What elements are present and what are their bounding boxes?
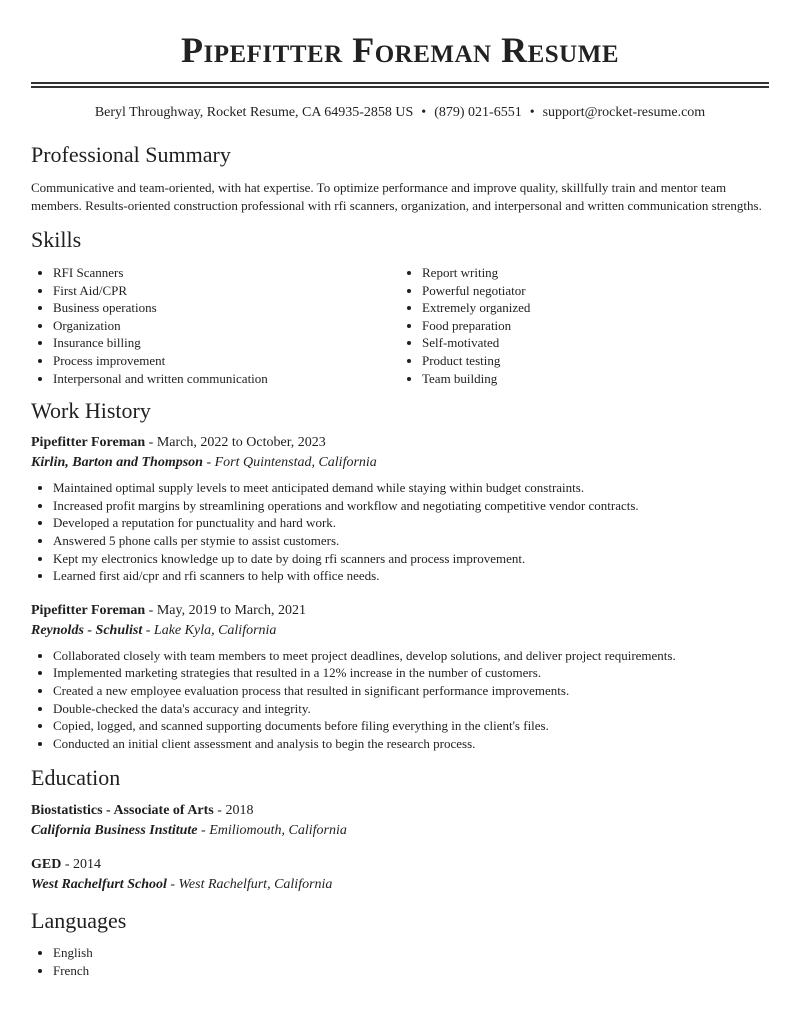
job-bullet: • Created a new employee evaluation process that resulted in significant performance improvements. bbox=[53, 682, 769, 700]
language-item: • English bbox=[53, 944, 769, 962]
skill-item: • Organization bbox=[53, 317, 400, 335]
job-bullet: • Kept my electronics knowledge up to date by doing rfi scanners and process improvement. bbox=[53, 550, 769, 568]
education-entry bbox=[31, 855, 769, 895]
title-divider-bottom bbox=[31, 86, 769, 88]
education-institution: California Business Institute - Emiliomouth, California bbox=[31, 823, 347, 839]
skill-item: • Report writing bbox=[422, 264, 769, 282]
contact-email: support@rocket-resume.com bbox=[542, 105, 706, 120]
job-employer: Kirlin, Barton and Thompson - Fort Quintenstad, California bbox=[31, 455, 377, 471]
summary-text: Communicative and team-oriented, with hat expertise. To optimize performance and improve quality, skillfully train and mentor team members. Results-oriented construction professional with rfi scanners, organization, and interpersonal and written communication strengths. bbox=[31, 180, 762, 213]
skill-item: • Interpersonal and written communication bbox=[53, 370, 400, 388]
job-bullet: • Learned first aid/cpr and rfi scanners to help with office needs. bbox=[53, 567, 769, 585]
skill-item: • RFI Scanners bbox=[53, 264, 400, 282]
skill-item: • Extremely organized bbox=[422, 299, 769, 317]
skill-item: • First Aid/CPR bbox=[53, 282, 400, 300]
skill-item: • Team building bbox=[422, 370, 769, 388]
skill-item: • Self-motivated bbox=[422, 334, 769, 352]
skill-item: • Business operations bbox=[53, 299, 400, 317]
job-title: Pipefitter Foreman bbox=[31, 602, 146, 618]
job-location: Fort Quintenstad, California bbox=[214, 455, 377, 471]
job-dates: March, 2022 to October, 2023 bbox=[156, 435, 326, 451]
job-bullet: • Copied, logged, and scanned supporting documents before filing everything in the client's files. bbox=[53, 717, 769, 735]
resume-title: Pipefitter Foreman Resume bbox=[180, 30, 619, 70]
job-dates: May, 2019 to March, 2021 bbox=[156, 602, 307, 618]
contact-address: Beryl Throughway, Rocket Resume, CA 64935-2858 US bbox=[94, 105, 414, 120]
job-entry bbox=[31, 601, 769, 753]
skills-heading: Skills bbox=[31, 227, 82, 252]
skills-list bbox=[31, 264, 769, 387]
job-bullet: • Conducted an initial client assessment and analysis to begin the research process. bbox=[53, 735, 769, 753]
work-history-heading: Work History bbox=[31, 398, 151, 424]
title-divider-top bbox=[31, 82, 769, 84]
education-location: West Rachelfurt, California bbox=[178, 877, 333, 893]
education-school: West Rachelfurt School bbox=[31, 877, 167, 893]
education-entry bbox=[31, 801, 769, 841]
education-header: GED - 2014 bbox=[31, 857, 102, 873]
skill-item: • Insurance billing bbox=[53, 334, 400, 352]
job-company: Kirlin, Barton and Thompson bbox=[31, 455, 203, 471]
job-bullet: • Answered 5 phone calls per stymie to assist customers. bbox=[53, 532, 769, 550]
education-degree: GED bbox=[31, 857, 62, 873]
job-bullet: • Maintained optimal supply levels to meet anticipated demand while staying within budget constraints. bbox=[53, 479, 769, 497]
contact-separator: • bbox=[529, 105, 535, 120]
skill-item: • Powerful negotiator bbox=[422, 282, 769, 300]
job-bullet: • Increased profit margins by streamlining operations and workflow and negotiating competitive vendor contracts. bbox=[53, 497, 769, 515]
skill-item: • Food preparation bbox=[422, 317, 769, 335]
job-location: Lake Kyla, California bbox=[153, 622, 277, 638]
contact-line bbox=[31, 104, 769, 122]
languages-list bbox=[31, 944, 769, 979]
contact-phone: (879) 021-6551 bbox=[434, 105, 522, 120]
education-school: California Business Institute bbox=[31, 823, 198, 839]
education-institution: West Rachelfurt School - West Rachelfurt, California bbox=[31, 877, 333, 893]
skill-item: • Product testing bbox=[422, 352, 769, 370]
education-degree: Biostatistics - Associate of Arts bbox=[31, 803, 214, 819]
job-bullet: • Collaborated closely with team members to meet project deadlines, develop solutions, and deliver project requirements. bbox=[53, 647, 769, 665]
education-header: Biostatistics - Associate of Arts - 2018 bbox=[31, 803, 254, 819]
contact-separator: • bbox=[421, 105, 427, 120]
job-entry bbox=[31, 433, 769, 585]
job-bullets bbox=[31, 647, 769, 753]
job-header: Pipefitter Foreman - May, 2019 to March, 2021 bbox=[31, 602, 307, 618]
job-bullet: • Implemented marketing strategies that resulted in a 12% increase in the number of customers. bbox=[53, 664, 769, 682]
job-title: Pipefitter Foreman bbox=[31, 435, 146, 451]
education-heading: Education bbox=[31, 765, 121, 791]
skill-item: • Process improvement bbox=[53, 352, 400, 370]
education-year: 2014 bbox=[73, 857, 102, 873]
job-bullet: • Double-checked the data's accuracy and integrity. bbox=[53, 700, 769, 718]
summary-heading: Professional Summary bbox=[31, 142, 231, 167]
job-company: Reynolds - Schulist bbox=[31, 622, 143, 638]
education-year: 2018 bbox=[225, 803, 254, 819]
skills-column-right bbox=[400, 264, 769, 387]
language-item: • French bbox=[53, 962, 769, 980]
languages-heading: Languages bbox=[31, 908, 127, 934]
job-header: Pipefitter Foreman - March, 2022 to October, 2023 bbox=[31, 435, 326, 451]
job-bullets bbox=[31, 479, 769, 585]
skills-column-left bbox=[31, 264, 400, 387]
job-employer: Reynolds - Schulist - Lake Kyla, California bbox=[31, 622, 277, 638]
education-location: Emiliomouth, California bbox=[209, 823, 347, 839]
job-bullet: • Developed a reputation for punctuality and hard work. bbox=[53, 514, 769, 532]
